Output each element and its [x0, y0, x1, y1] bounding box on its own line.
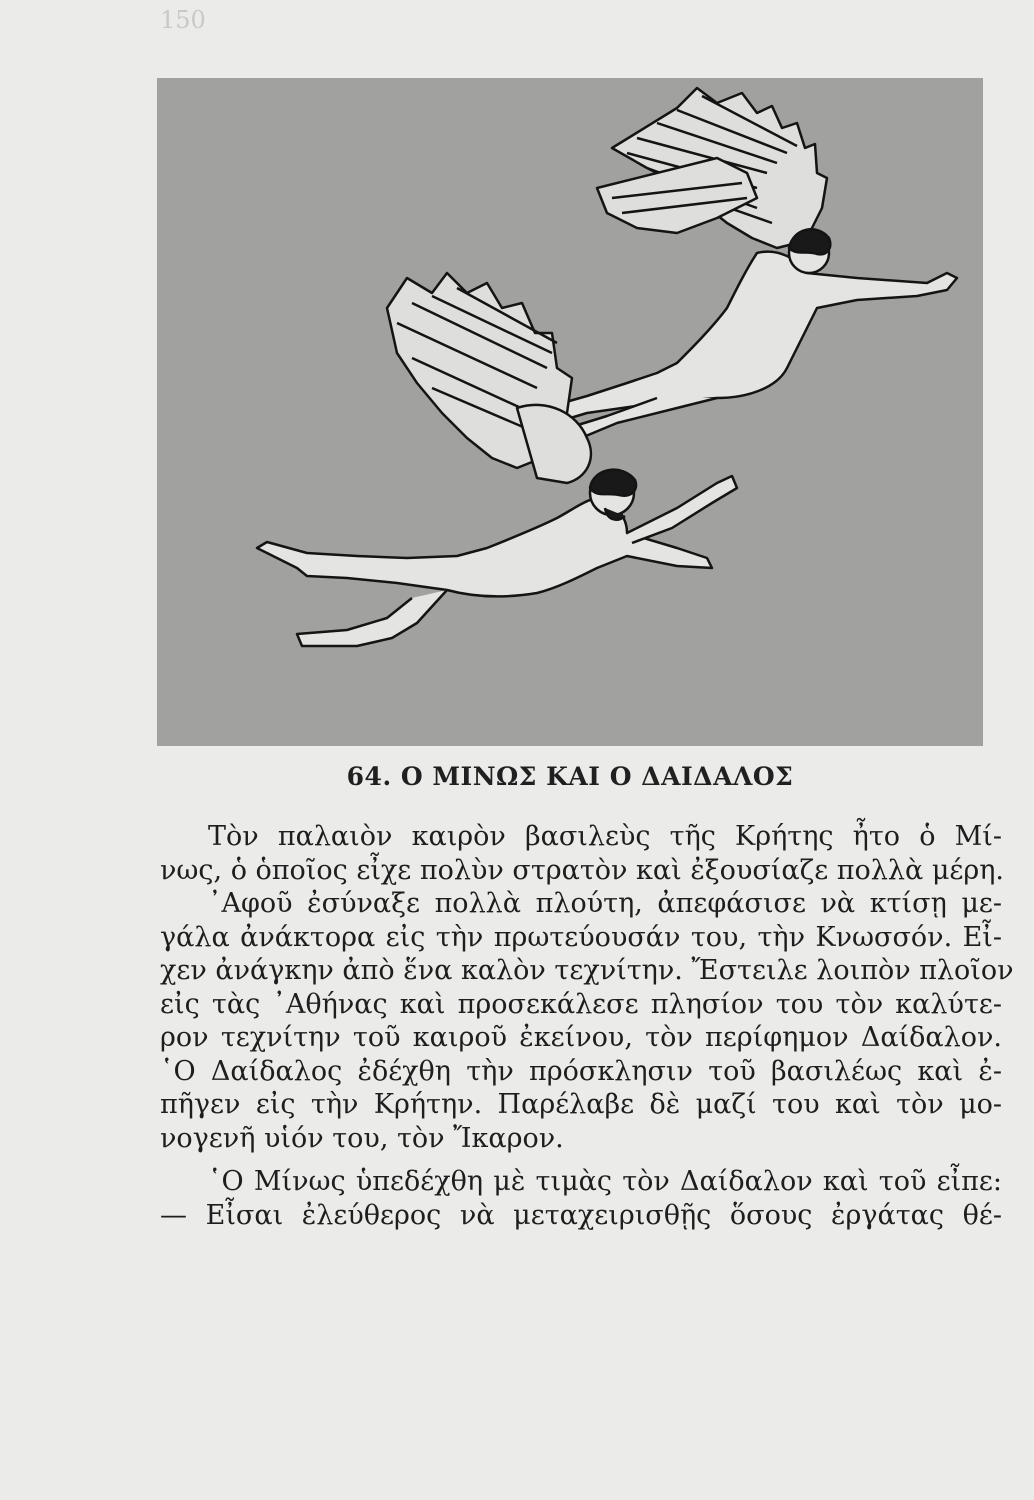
chapter-title: 64. Ο ΜΙΝΩΣ ΚΑΙ Ο ΔΑΙΔΑΛΟΣ: [346, 762, 794, 791]
text-line: ρον τεχνίτην τοῦ καιροῦ ἐκείνου, τὸν περίφημον Δαίδαλον.: [160, 1022, 1002, 1053]
icarus-daedalus-illustration: [157, 78, 983, 746]
text-line: — Εἶσαι ἐλεύθερος νὰ μεταχειρισθῇς ὅσους ἐργάτας θέ-: [160, 1199, 1002, 1231]
body-text: [160, 820, 1014, 1232]
text-line: χεν ἀνάγκην ἀπὸ ἕνα καλὸν τεχνίτην. Ἔστειλε λοιπὸν πλοῖον: [160, 955, 1014, 986]
illustration-drawing: [157, 78, 983, 746]
text-line: νογενῆ υἱόν του, τὸν Ἴκαρον.: [160, 1122, 564, 1154]
page-number: 150: [160, 6, 206, 34]
text-line: πῆγεν εἰς τὴν Κρήτην. Παρέλαβε δὲ μαζί του καὶ τὸν μο-: [160, 1089, 1002, 1120]
text-line: νως, ὁ ὁποῖος εἶχε πολὺν στρατὸν καὶ ἐξουσίαζε πολλὰ μέρη.: [160, 854, 1005, 886]
text-line: γάλα ἀνάκτορα εἰς τὴν πρωτεύουσάν του, τὴν Κνωσσόν. Εἶ-: [160, 921, 1002, 953]
text-line: ῾Ο Μίνως ὑπεδέχθη μὲ τιμὰς τὸν Δαίδαλον καὶ τοῦ εἶπε:: [208, 1166, 1002, 1197]
text-line: ῾Ο Δαίδαλος ἐδέχθη τὴν πρόσκλησιν τοῦ βασιλέως καὶ ἐ-: [160, 1055, 1002, 1087]
text-line: εἰς τὰς ᾿Αθήνας καὶ προσεκάλεσε πλησίον του τὸν καλύτε-: [160, 988, 1002, 1020]
text-line: Τὸν παλαιὸν καιρὸν βασιλεὺς τῆς Κρήτης ἦτο ὁ Μί-: [208, 821, 1002, 852]
text-line: ᾿Αφοῦ ἐσύναξε πολλὰ πλούτη, ἀπεφάσισε νὰ κτίσῃ με-: [208, 888, 1002, 919]
